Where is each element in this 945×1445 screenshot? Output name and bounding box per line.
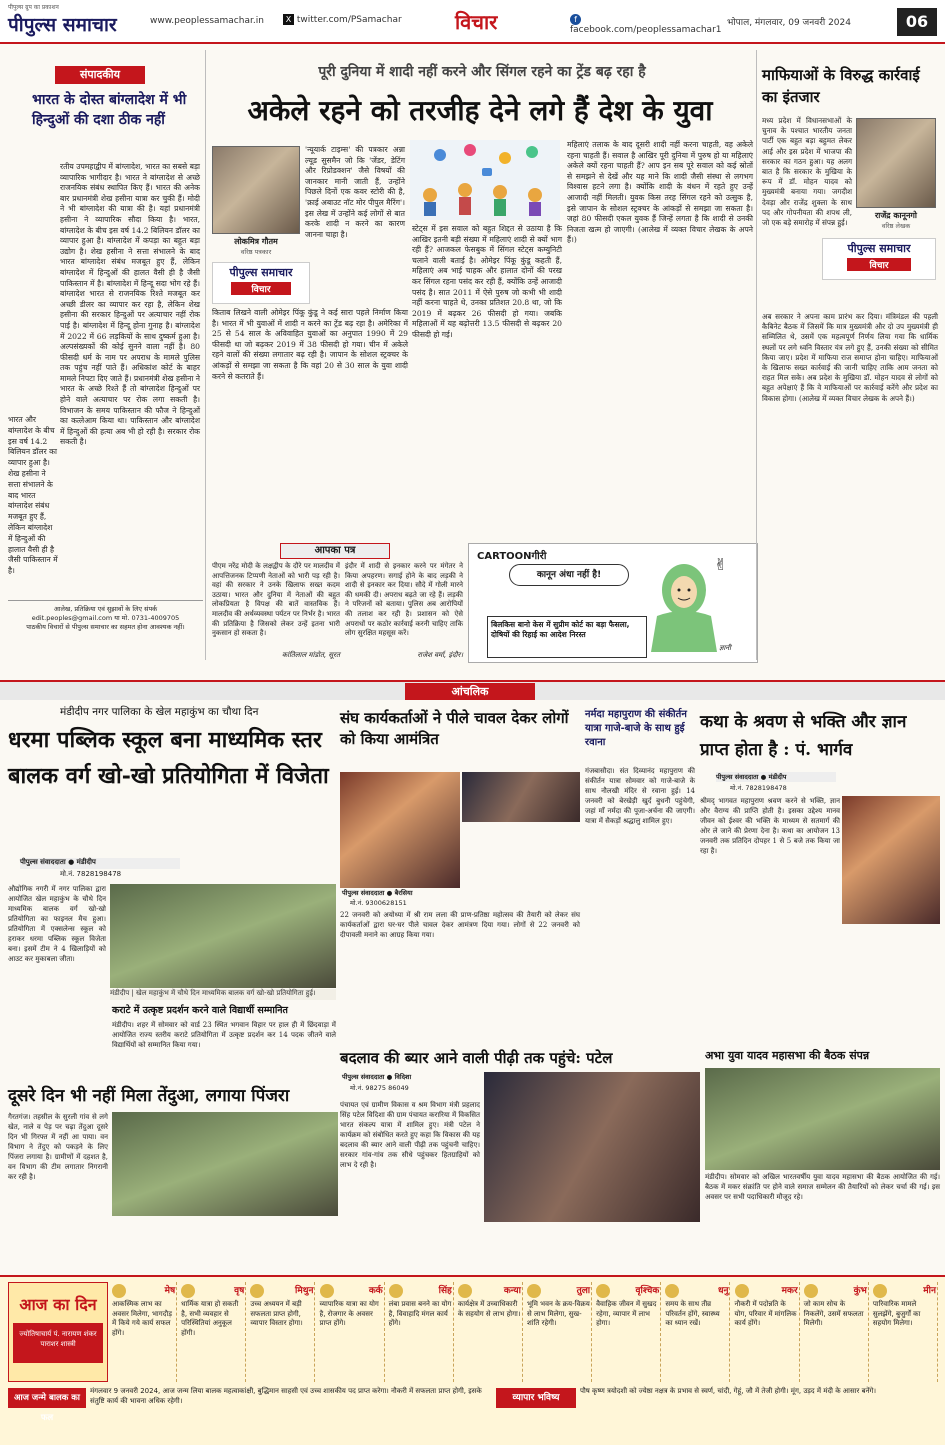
zodiac-sign-icon [181, 1284, 195, 1298]
masthead [0, 0, 945, 44]
horoscope-cell [871, 1282, 938, 1382]
horoscope-sign-text: धार्मिक यात्रा हो सकती है, सभी व्यवहार से परिस्थितियां अनुकूल होंगी। [181, 1300, 239, 1337]
mafia-title: माफियाओं के विरुद्ध कार्रवाई का इंतजार [762, 66, 920, 106]
s1-headline: धरमा पब्लिक स्कूल बना माध्यमिक स्तर बालक वर्ग खो-खो प्रतियोगिता में विजेता [8, 727, 329, 789]
horoscope-sign-name: मेष [164, 1286, 176, 1296]
s4-headline: कथा के श्रवण से भक्ति और ज्ञान प्राप्त होता है : पं. भार्गव [700, 712, 907, 760]
section-title: विचार [455, 10, 498, 34]
today-box [8, 1282, 108, 1382]
horoscope-sign-text: उच्च अध्ययन में बड़ी सफलता प्राप्त होगी, व्यापार विस्तार होगा। [250, 1300, 303, 1328]
horoscope-sign-name: कन्या [503, 1286, 521, 1296]
mafia-author-name: राजेंद्र कानूनगो [875, 211, 917, 220]
letters-heading: आपका पत्र [280, 543, 390, 559]
s5-photo [484, 1072, 700, 1222]
editorial-pullquote: भारत और बांग्लादेश के बीच इस वर्ष 14.2 बिलियन डॉलर का व्यापार हुआ है। शेख हसीना ने सत्ता संभालने के बाद भारत बांग्लादेश संबंध मजबूत हुए हैं, लेकिन बांग्लादेश में हिन्दुओं की हालात वैसी ही है जैसी पाकिस्तान में है। [8, 415, 58, 576]
horoscope-sign-name: वृष [234, 1286, 245, 1296]
regional-label: आंचलिक [405, 683, 535, 700]
lead-headline: अकेले रहने को तरजीह देने लगे हैं देश के युवा [247, 94, 713, 127]
s6-headline: अभा युवा यादव महासभा की बैठक संपन्न [705, 1049, 870, 1062]
facebook-icon: f [570, 14, 581, 25]
zodiac-sign-icon [250, 1284, 264, 1298]
horoscope-cell [525, 1282, 592, 1382]
svg-text:✌: ✌ [714, 555, 728, 574]
s5-byline: पीपुल्स संवाददाता ● विदिशा [342, 1073, 412, 1081]
letter-2: इंदौर में शादी से इनकार करने पर मंगेतर ने किया अपहरण। सगाई होने के बाद लड़की ने शादी से इनकार कर दिया। सौदे में गोली मारने की धमकी दी। अपराध बढ़ते जा रहे हैं। लड़की ने परिजनों को बताया। पुलिस अब आरोपियों की तलाश कर रही है। प्रशासन को ऐसे अपराधों पर कठोर कार्रवाई करनी चाहिए ताकि लोग सुरक्षित महसूस करें। [345, 562, 463, 638]
cartoon-signature: ज्ञानी [719, 644, 731, 652]
cartoon-title: CARTOONगीरी [477, 551, 547, 562]
lead-author-name: लोकमित्र गौतम [234, 237, 278, 246]
mafia-author-block [856, 210, 936, 232]
lead-author-photo [212, 146, 300, 234]
horoscope-sign-text: वैवाहिक जीवन में सुखद रहेगा, व्यापार में लाभ होगा। [596, 1300, 657, 1328]
mafia-body-2: अब सरकार ने अपना काम प्रारंभ कर दिया। मंत्रिमंडल की पहली कैबिनेट बैठक में जिसमें कि मात्र मुख्यमंत्री और दो उप मुख्यमंत्री ही सम्मिलित थे, उसमें एक महत्वपूर्ण निर्णय लिया गया कि धार्मिक स्थलों पर लगे ध्वनि विस्तार यंत्र लगे हुए हैं, उनकी संख्या को सीमित किया जाए। प्रदेश में माफिया राज समाप्त होना चाहिए। माफियाओं के खिलाफ सख्त कार्रवाई की जानी चाहिए ताकि आम जनता को राहत मिल सके। अब प्रदेश के मुखिया डॉ. मोहन यादव से लोगों को बहुत अपेक्षाएं हैं कि वे माफियाओं पर कार्रवाई करेंगे और प्रदेश का विकास होगा। (आलेख में व्यक्त विचार लेखक के अपने हैं।) [762, 312, 938, 403]
lead-col-1b: किताब लिखने वाली ओमेइर पिंकू कुंडू ने कई सारा पहले निर्माण किया है। भारत में भी युवाओं में शादी न करने का ट्रेंड बढ़ रहा है। अमेरिका में 25 से 54 साल के अविवाहित युवाओं का अनुपात 1990 में 29 फीसदी था जो बढ़कर 2019 में 38 फीसदी हो गया। चीन में अकेले रहने वालों की संख्या लगातार बढ़ रही है। जापान के सोशल स्ट्रक्चर के आंकड़ों से समझा जा सकता है कि वहां 20 से 30 साल के युवा शादी करने से कतराते हैं। [212, 308, 408, 381]
cartoon-box [468, 543, 758, 663]
s1-mobile: मो.नं. 7828198478 [60, 870, 122, 878]
horoscope-sign-name: कर्क [368, 1286, 383, 1296]
horoscope-sign-name: मीन [923, 1286, 936, 1296]
s2-mobile: मो.नं. 9300628151 [350, 899, 407, 907]
s6-photo [705, 1068, 940, 1170]
editorial-title: भारत के दोस्त बांग्लादेश में भी हिन्दुओं की दशा ठीक नहीं [32, 92, 187, 128]
horoscope-sign-name: वृश्चिक [635, 1286, 660, 1296]
horoscope-cell [456, 1282, 523, 1382]
horoscope-sign-name: कुंभ [853, 1286, 867, 1296]
zodiac-sign-icon [389, 1284, 403, 1298]
s7-photo [112, 1112, 338, 1216]
lead-logo-section: विचार [231, 282, 291, 295]
lead-col-2: स्टेट्स में इस सवाल को बहुत शिद्दत से उठाया है कि आखिर इतनी बड़ी संख्या में महिलाएं शादी से क्यों भाग रही हैं? आजकल फेसबुक में सिंगल स्टेट्स कम्युनिटी चलाने वाली बताई है। ओमेइर पिंकू कुंडू कहती हैं, महिलाएं अब भाई चाहक और हालात दोनों की परख कर सिंगल रहना पसंद कर रही हैं, क्योंकि उन्हें आजादी पसंद है। सात 2011 में ऐसे पुरुष जो कभी भी शादी नहीं करना चाहते थे, उनका प्रतिशत 20.8 था, जो कि 2019 में बढ़कर 26 फीसदी हो गया। जबकि महिलाओं में यह बढ़ोत्तरी 13.5 फीसदी से बढ़कर 20 फीसदी हो गई। [412, 224, 562, 339]
s4-photo [842, 796, 940, 924]
s4-byline: पीपुल्स संवाददाता ● मंडीदीप [716, 772, 836, 782]
horoscope-cell [179, 1282, 246, 1382]
zodiac-sign-icon [112, 1284, 126, 1298]
letter-1-sign: कांतिलाल मांडोत, सूरत [281, 651, 340, 659]
s5-mobile: मो.नं. 98275 86049 [350, 1084, 409, 1092]
regional-bar [0, 680, 945, 700]
horoscope-cell [248, 1282, 315, 1382]
lead-kicker: पूरी दुनिया में शादी नहीं करने और सिंगल रहने का ट्रेंड बढ़ रहा है [318, 64, 646, 80]
zodiac-sign-icon [596, 1284, 610, 1298]
lead-illustration [410, 140, 560, 220]
lead-col-1: 'न्यूयार्क टाइम्स' की पत्रकार अन्ना ल्यूड सुसमैन जो कि 'जेंडर, डेटिंग और रिप्रोडक्शन' जैसे विषयों की जानकार मानी जाती हैं, उन्होंने पिछले दिनों एक कवर स्टोरी की है, 'क्राई अबाउट नॉट मोर पीपुल मैरिंग'। इस लेख में उन्होंने कई लोगों से बात करके शादी न करने का कारण जानना चाहा है। [305, 145, 405, 239]
s3-body: गंजबासौदा। संत दिव्यानंद महापुराण की संकीर्तन यात्रा सोमवार को गाजे-बाजे के साथ नौलखी मंदिर से रवाना हुई। 14 जनवरी को बेरखेड़ी खुर्द बुधनी पहुंचेगी, जहां माँ नर्मदा की पूजा-अर्चना की जाएगी। यात्रा में सैकड़ों श्रद्धालु शामिल हुए। [585, 767, 695, 825]
business-label: व्यापार भविष्य [496, 1388, 576, 1408]
astrologer-name: ज्योतिषाचार्य पं. नारायण शंकर पाराशर शास्त्री [13, 1323, 103, 1363]
cartoon-newspaper-caption: बिलकिस बानो केस में सुप्रीम कोर्ट का बड़ा फैसला, दोषियों की रिहाई का आदेश निरस्त [487, 616, 647, 658]
s2-body: 22 जनवरी को अयोध्या में श्री राम लला की प्राण-प्रतिष्ठा महोत्सव की तैयारी को लेकर संघ कार्यकर्ताओं द्वारा घर-घर पीले चावल देकर आमंत्रण दिया गया। लोगों से 22 जनवरी को दीपावली मनाने का आग्रह किया गया। [340, 911, 580, 939]
letter-1: पीएम नरेंद्र मोदी के लक्षद्वीप के दौरे पर मालदीव में आपत्तिजनक टिप्पणी नेताओं को भारी पड़ रही है। वहां की सरकार ने उनके खिलाफ सख्त कदम उठाया। भारत और दुनिया में नेताओं की बहुत लोकप्रियता है विपक्ष की बातें वास्तविक हैं। मालदीव की अर्थव्यवस्था पर्यटन पर निर्भर है। भारत की प्रतिक्रिया है जिसको लेकर उन्हें इतना भारी नुकसान हो सकता है। [212, 562, 340, 638]
horoscope-cell [663, 1282, 730, 1382]
mafia-author-role: वरिष्ठ लेखक [881, 222, 911, 230]
s1-byline: पीपुल्स संवाददाता ● मंडीदीप [20, 858, 180, 869]
s6-body: मंडीदीप। सोमवार को अखिल भारतवर्षीय युवा यादव महासभा की बैठक आयोजित की गई। बैठक में मकर संक्रांति पर होने वाले समाज सम्मेलन की तैयारियों को लेकर चर्चा की गई। इस अवसर पर सभी पदाधिकारी मौजूद रहे। [705, 1173, 940, 1201]
lead-col-1-cont [305, 268, 405, 293]
horoscope-sign-text: व्यापारिक यात्रा का योग है, रोजगार के अवसर प्राप्त होंगे। [319, 1300, 379, 1328]
today-label: आज का दिन [19, 1295, 97, 1314]
lead-author-block [212, 236, 300, 258]
s1-sub-headline: कराटे में उत्कृष्ट प्रदर्शन करने वाले विद्यार्थी सम्मानित [112, 1005, 288, 1016]
horoscope-sign-text: समय के साथ तीव्र परिवर्तन होंगे, स्वास्थ्य का ध्यान रखें। [665, 1300, 720, 1328]
horoscope-cell [110, 1282, 177, 1382]
s4-mobile: मो.नं. 7828198478 [730, 784, 787, 792]
editorial-footer [8, 600, 203, 648]
horoscope-grid [110, 1282, 940, 1382]
mafia-logo-brand: पीपुल्स समाचार [847, 242, 911, 255]
s2-headline: संघ कार्यकर्ताओं ने पीले चावल देकर लोगों को किया आमंत्रित [340, 709, 569, 748]
editorial-label: संपादकीय [55, 66, 145, 84]
s3-headline: नर्मदा महापुराण की संकीर्तन यात्रा गाजे-बाजे के साथ हुई रवाना [585, 709, 687, 748]
s1-kicker: मंडीदीप नगर पालिका के खेल महाकुंभ का चौथा दिन [60, 706, 259, 718]
footer-line-1: आलेख, प्रतिक्रिया एवं सुझावों के लिए संपर्क [53, 605, 158, 613]
s5-body: पंचायत एवं ग्रामीण विकास व श्रम विभाग मंत्री प्रहलाद सिंह पटेल विदिशा की ग्राम पंचायत करारिया में विकसित भारत संकल्प यात्रा में शामिल हुए। मंत्री पटेल ने कार्यक्रम को संबोधित करते हुए कहा कि विकास की यह बदलाव की ब्यार आने वाली पीढ़ी तक पहुंचनी चाहिए। सरकार गांव-गांव तक सीधे पहुंचकर हितग्राहियों को लाभ दे रही है। [340, 1101, 480, 1169]
zodiac-sign-icon [735, 1284, 749, 1298]
facebook-link[interactable] [570, 14, 720, 35]
horoscope-sign-name: मिथुन [295, 1286, 314, 1296]
brand-logo [8, 3, 158, 41]
horoscope-sign-text: कार्यक्षेत्र में उच्चाधिकारी के सहयोग से लाभ होगा। [457, 1300, 521, 1318]
horoscope-cell [733, 1282, 800, 1382]
cartoon-speech-bubble: कानून अंधा नहीं है! [509, 564, 629, 586]
horoscope-sign-text: नौकरी में पदोन्नति के योग, परिवार में मांगलिक कार्य होंगे। [734, 1300, 797, 1328]
zodiac-sign-icon [665, 1284, 679, 1298]
horoscope-sign-text: आकस्मिक लाभ का अवसर मिलेगा, भागदौड़ में किये गये कार्य सफल होंगे। [112, 1300, 172, 1337]
x-icon: X [283, 14, 294, 25]
s2-photo-1 [340, 772, 460, 888]
page-number: 06 [897, 8, 937, 36]
s1-body: औद्योगिक नगरी में नगर पालिका द्वारा आयोजित खेल महाकुंभ के चौथे दिन माध्यमिक बालक वर्ग खो-खो प्रतियोगिता का फाइनल मैच हुआ। प्रतियोगिता में एक्सलेन्स स्कूल को हराकर धरमा पब्लिक स्कूल विजेता बना। इसमें टीम ने 4 खिलाड़ियों को आउट कर मुकाबला जीता। [8, 885, 106, 963]
zodiac-sign-icon [873, 1284, 887, 1298]
editorial-body: रतीय उपमहाद्वीप में बांग्लादेश, भारत का सबसे बड़ा व्यापारिक भागीदार है। भारत ने बांग्लादेश से अच्छे राजनयिक संबंध स्थापित किए हैं। भारत की अनेक बार प्रधानमंत्री शेख हसीना यात्रा कर चुकी हैं। मोदी ने भी बांग्लादेश की यात्रा की है। यहां प्रधानमंत्री हसीना ने व्यापारिक सौदा किया है। भारत, बांग्लादेश के बीच इस वर्ष 14.2 बिलियन डॉलर का व्यापार हुआ है। बांग्लादेश में कपड़ा का बहुत बड़ा उद्योग है। शेख हसीना ने सत्ता संभालने के बाद भारत बांग्लादेश संबंध मजबूत हुए हैं, लेकिन बांग्लादेश में हिन्दुओं की हालत वैसी ही है जैसी पाकिस्तान में है। बांग्लादेश में हिन्दू सदा भोग रहे हैं। बांग्लादेश भारत से राजनयिक रिश्ते मजबूत कर अच्छी डीलर का व्यापार कर रहा है, लेकिन शेख हसीना की सरकार हिन्दुओं पर अत्याचार नहीं रोक पाई है। बांग्लादेश में हिन्दू होना गुनाह है। बांग्लादेश में 2022 में 66 लड़कियों के साथ दुष्कर्म हुआ है। अल्पसंख्यकों की कोई सुनने वाला नहीं है। 80 फीसदी धर्म के नाम पर अपराध के मामले पुलिस तक पहुंच नहीं पाते हैं। अधिकांश कोर्ट के बाहर मामले निपटा दिए जाते हैं। प्रधानमंत्री शेख हसीना ने भारत के अच्छे रिश्ते हैं तो बांग्लादेश हिन्दुओं पर होने वाले अत्याचार पर रोक लगा सकती है। विभाजन के समय पाकिस्तान की फौज ने हिन्दुओं का कत्लेआम किया था। पाकिस्तान और बांग्लादेश में हिन्दुओं की हत्या अब भी हो रही है। सरकार रोक सकती है। [60, 162, 200, 447]
footer-line-3: पाठकीय विचारों से पीपुल्स समाचार का सहमत होना आवश्यक नहीं। [26, 622, 185, 631]
s1-sub-body: मंडीदीप। शहर में सोमवार को वार्ड 23 स्थित भगवान विहार पर हाल ही में छिंदवाड़ा में आयोजित राज्य स्तरीय कराटे प्रतियोगिता में उत्कृष्ट प्रदर्शन कर 14 पदक जीतने वाले विद्यार्थियों को सम्मानित किया गया। [112, 1021, 336, 1049]
horoscope-cell [318, 1282, 385, 1382]
brand-tag: पीपुल्स ग्रुप का प्रकाशन [8, 4, 59, 11]
child-label: आज जन्मे बालक का फल [8, 1388, 86, 1408]
zodiac-sign-icon [804, 1284, 818, 1298]
horoscope-sign-text: लंबा प्रवास बनने का योग है, विवाहादि मंगल कार्य होंगे। [388, 1300, 452, 1328]
website-link[interactable]: www.peoplessamachar.in [150, 16, 264, 26]
mafia-logo-box [822, 238, 936, 280]
zodiac-sign-icon [527, 1284, 541, 1298]
zodiac-sign-icon [320, 1284, 334, 1298]
mafia-author-photo [856, 118, 936, 208]
s5-headline: बदलाव की ब्यार आने वाली पीढ़ी तक पहुंचे: पटेल [340, 1049, 613, 1067]
twitter-handle: twitter.com/PSamachar [296, 15, 402, 25]
social-people-illustration [410, 140, 560, 220]
lead-logo-brand: पीपुल्स समाचार [229, 266, 293, 279]
horoscope-sign-text: भूमि भवन के क्रय-विक्रय से लाभ मिलेगा, सुख-शांति रहेगी। [527, 1300, 590, 1328]
horoscope-cell [387, 1282, 454, 1382]
s2-byline: पीपुल्स संवाददाता ● बैरसिया [342, 889, 413, 897]
s7-headline: दूसरे दिन भी नहीं मिला तेंदुआ, लगाया पिंजरा [8, 1086, 290, 1106]
s1-photo-caption: मंडीदीप | खेल महाकुंभ में चौथे दिन माध्यमिक बालक वर्ग खो-खो प्रतियोगिता हुई। [110, 989, 336, 1000]
mafia-logo-section: विचार [847, 258, 911, 271]
horoscope-cell [802, 1282, 869, 1382]
horoscope-cell [594, 1282, 661, 1382]
mafia-body-1: मध्य प्रदेश में विधानसभाओं के चुनाव के पश्चात भारतीय जनता पार्टी एक बहुत बड़ा बहुमत लेकर आई और इस प्रदेश में भाजपा की सरकार का गठन हुआ। यह अलग बात है कि सरकार के मुखिया के रूप में डॉ. मोहन यादव को मुख्यमंत्री बनाया गया। जगदीश देवड़ा और राजेंद्र शुक्ला के साथ पद और गोपनीयता की शपथ ली, जो एक बड़े समारोह में संपन्न हुई। [762, 116, 852, 228]
zodiac-sign-icon [458, 1284, 472, 1298]
horoscope-sign-text: पारिवारिक मामले सुलझेंगे, बुजुर्गों का सहयोग मिलेगा। [872, 1300, 921, 1328]
lead-author-role: वरिष्ठ पत्रकार [240, 248, 272, 256]
horoscope-sign-name: मकर [781, 1286, 798, 1296]
lead-col-3: महिलाएं तलाक के बाद दूसरी शादी नहीं करना चाहती, वह अकेले रहना चाहती हैं। सवाल है आखिर पूरी दुनिया में पुरुष हो या महिलाएं अकेले क्यों रहना चाहती हैं? आप इन सब पूरे सवाल को कई स्रोतों से समझने से देखें और यह माने कि शादी जैसी संस्था से लगभग विश्वास हटने लगा है। क्योंकि शादी के बंधन में रहते हुए उन्हें आजादी नहीं मिलती। युवक किस तरह सिंगल रहने को उत्सुक है, इसे जापान के सोशल स्ट्रक्चर के आंकड़ों से समझा जा सकता है। जहां 80 फीसदी एकल युवक हैं जिन्हें लगता है कि शादी से उनकी निजता खत्म हो जाएगी। (आलेख में व्यक्त विचार लेखक के अपने हैं।) [567, 140, 753, 245]
horoscope-sign-text: जो काम सोच के निकलेंगे, उसमें सफलता मिलेगी। [803, 1300, 864, 1328]
s2-photo-2 [462, 772, 580, 822]
letter-2-sign: राजेश वर्मा, इंदौर। [417, 651, 463, 659]
s7-body: गैरतगंज। तहसील के सुरली गांव से लगे खेत, नाले व पेड़ पर चढ़ा तेंदुआ दूसरे दिन भी गिरफ्त में नहीं आ पाया। वन विभाग ने तेंदुए को पकड़ने के लिए पिंजरा लगाया है। ग्रामीणों में दहशत है, वन विभाग की टीम लगातार निगरानी कर रही है। [8, 1113, 108, 1181]
horoscope-sign-name: सिंह [438, 1286, 452, 1296]
horoscope-sign-name: धनु [717, 1286, 729, 1296]
horoscope-sign-name: तुला [576, 1286, 591, 1296]
child-text: मंगलवार 9 जनवरी 2024, आज जन्म लिया बालक महत्वाकांक्षी, बुद्धिमान साहसी एवं उच्च शासकीय पद प्राप्त करेगा। नौकरी में सफलता प्राप्त होगी, इसके संतुष्टि कार्य की भावना अधिक रहेगी। [90, 1387, 482, 1405]
lead-logo-box [212, 262, 310, 304]
s1-photo [110, 884, 336, 988]
column-divider [756, 50, 757, 660]
s4-body: श्रीमद् भागवत महापुराण श्रवण करने से भक्ति, ज्ञान और वैराग्य की प्राप्ति होती है। इसका उद्देश्य मानव जीवन को ईश्वर की भक्ति के माध्यम से सतमार्ग की ओर ले जाने की प्रेरणा देना है। कथा का आयोजन 13 जनवरी तक प्रतिदिन दोपहर 1 से 5 बजे तक किया जा रहा है। [700, 797, 840, 855]
brand-name: पीपुल्स समाचार [8, 14, 117, 36]
column-divider [205, 50, 206, 660]
twitter-link[interactable] [283, 14, 423, 25]
facebook-handle: facebook.com/peoplessamachar1 [570, 25, 722, 35]
footer-line-2: edit.peoples@gmail.com या मो. 0731-4009705 [31, 613, 180, 622]
business-text: पौष कृष्ण त्रयोदशी को ज्येष्ठा नक्षत्र के प्रभाव से स्वर्ण, चांदी, गेहूं, जौ में तेजी होगी। मूंग, उड़द में मंदी के आसार बनेंगे। [580, 1387, 877, 1395]
dateline: भोपाल, मंगलवार, 09 जनवरी 2024 [727, 18, 851, 28]
